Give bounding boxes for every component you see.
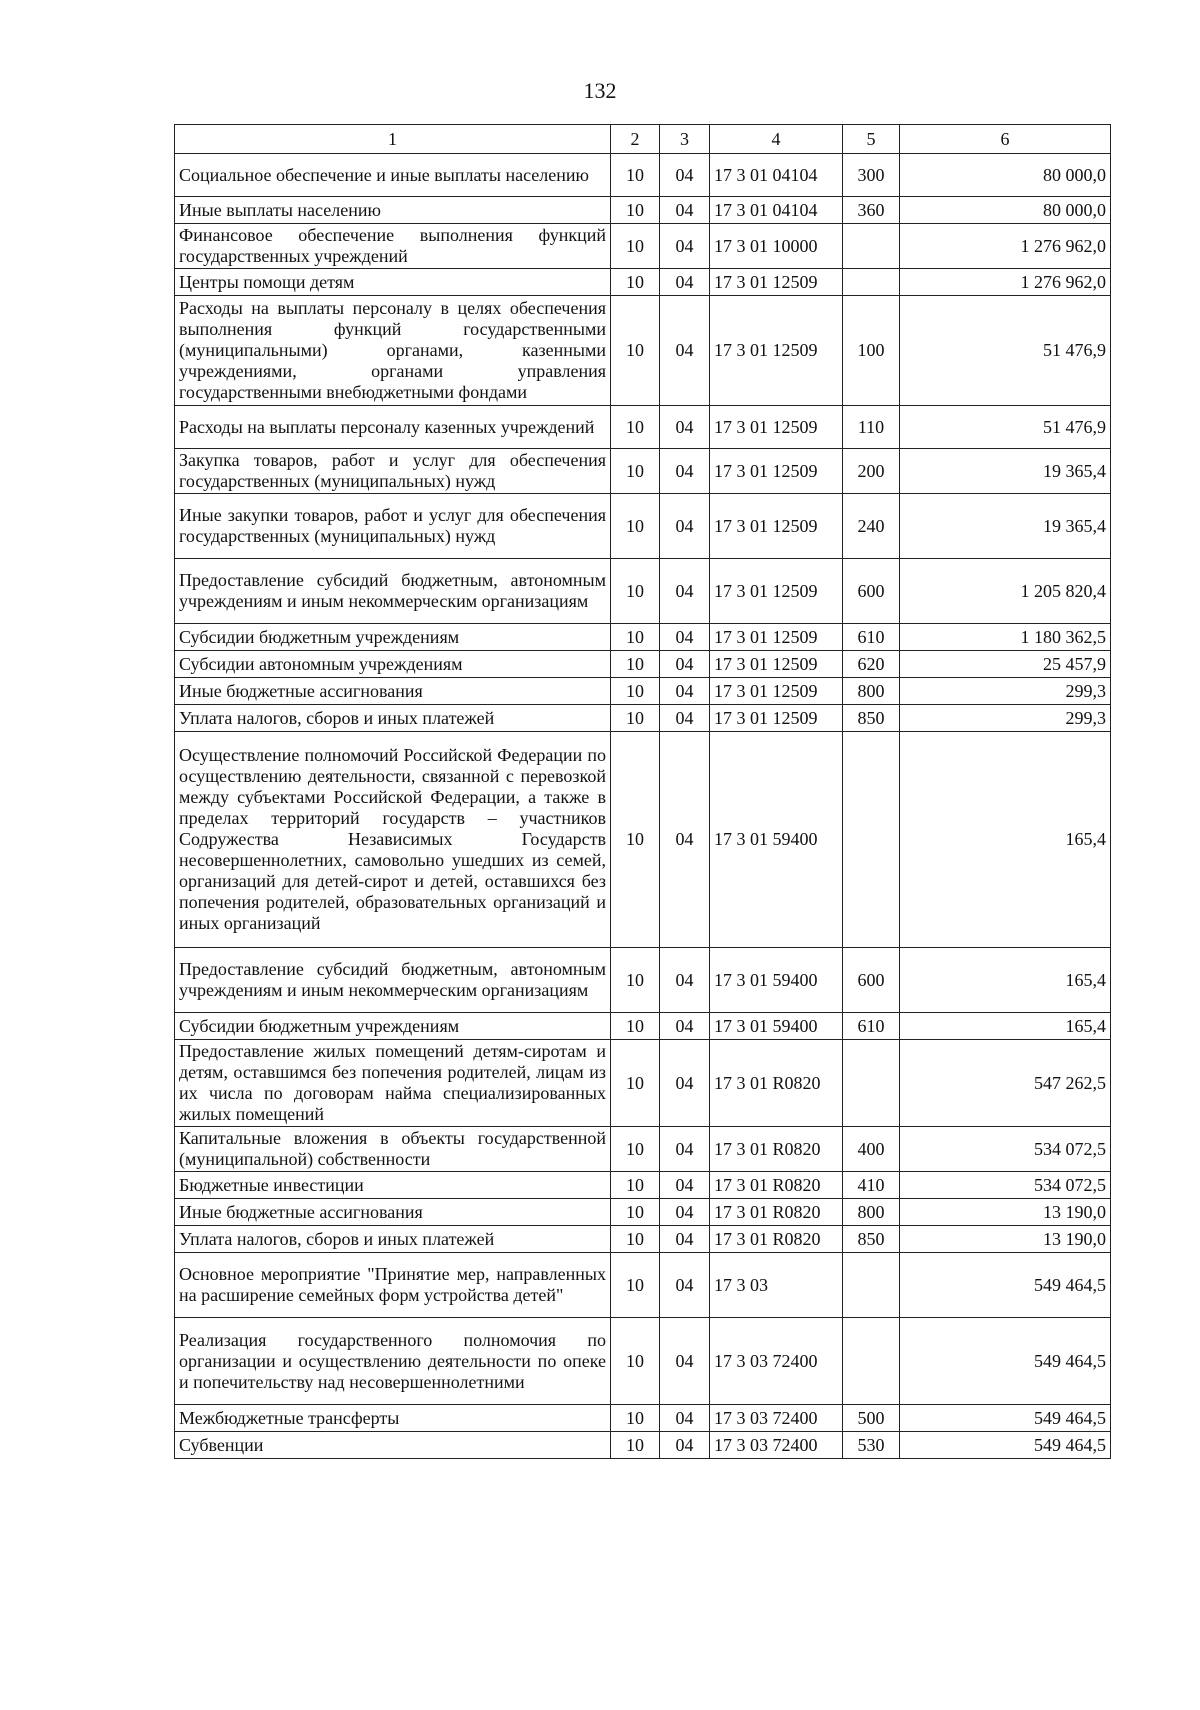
row-name-cell: Иные бюджетные ассигнования [175,678,611,705]
expense-type-cell: 610 [843,624,900,651]
section-cell: 10 [611,1013,660,1040]
amount-cell: 1 205 820,4 [900,559,1111,624]
target-article-cell: 17 3 01 04104 [710,154,843,197]
table-row [175,651,1111,678]
header-row [175,125,1111,154]
row-name-cell: Предоставление жилых помещений детям-сиротам и детям, оставшимся без попечения родителей, лицам из их числа по договорам найма специализированных жилых помещений [175,1040,611,1127]
table-row [175,406,1111,449]
table-row [175,1405,1111,1432]
row-name-cell: Межбюджетные трансферты [175,1405,611,1432]
target-article-cell: 17 3 01 R0820 [710,1199,843,1226]
expense-type-cell [843,224,900,269]
amount-cell: 165,4 [900,948,1111,1013]
table-row [175,1253,1111,1318]
row-name-cell: Субвенции [175,1432,611,1459]
expense-type-cell: 500 [843,1405,900,1432]
amount-cell: 534 072,5 [900,1172,1111,1199]
row-name-cell: Субсидии автономным учреждениям [175,651,611,678]
target-article-cell: 17 3 01 R0820 [710,1127,843,1172]
table-row [175,1013,1111,1040]
expense-type-cell: 850 [843,705,900,732]
expense-type-cell: 410 [843,1172,900,1199]
expense-type-cell: 530 [843,1432,900,1459]
target-article-cell: 17 3 03 [710,1253,843,1318]
section-cell: 10 [611,296,660,406]
subsection-cell: 04 [660,269,710,296]
amount-cell: 534 072,5 [900,1127,1111,1172]
expense-type-cell: 600 [843,948,900,1013]
subsection-cell: 04 [660,1432,710,1459]
subsection-cell: 04 [660,732,710,948]
target-article-cell: 17 3 01 12509 [710,678,843,705]
row-name-cell: Уплата налогов, сборов и иных платежей [175,1226,611,1253]
row-name-cell: Предоставление субсидий бюджетным, автономным учреждениям и иным некоммерческим организациям [175,948,611,1013]
amount-cell: 13 190,0 [900,1199,1111,1226]
table-row [175,154,1111,197]
table-row [175,948,1111,1013]
section-cell: 10 [611,1226,660,1253]
row-name-cell: Центры помощи детям [175,269,611,296]
amount-cell: 19 365,4 [900,494,1111,559]
target-article-cell: 17 3 01 R0820 [710,1172,843,1199]
expense-type-cell [843,732,900,948]
row-name-cell: Расходы на выплаты персоналу в целях обеспечения выполнения функций государственными (муниципальными) органами, казенными учреждениями, органами управления государственными внебюджетными фондами [175,296,611,406]
header-cell-1: 1 [175,125,611,154]
amount-cell: 547 262,5 [900,1040,1111,1127]
expense-type-cell: 110 [843,406,900,449]
section-cell: 10 [611,224,660,269]
amount-cell: 19 365,4 [900,449,1111,494]
row-name-cell: Закупка товаров, работ и услуг для обеспечения государственных (муниципальных) нужд [175,449,611,494]
amount-cell: 25 457,9 [900,651,1111,678]
table-row [175,1172,1111,1199]
section-cell: 10 [611,1199,660,1226]
table-row [175,1432,1111,1459]
subsection-cell: 04 [660,1405,710,1432]
amount-cell: 80 000,0 [900,154,1111,197]
table-row [175,224,1111,269]
section-cell: 10 [611,624,660,651]
amount-cell: 51 476,9 [900,406,1111,449]
expense-type-cell [843,1040,900,1127]
target-article-cell: 17 3 03 72400 [710,1432,843,1459]
subsection-cell: 04 [660,406,710,449]
subsection-cell: 04 [660,1172,710,1199]
row-name-cell: Иные выплаты населению [175,197,611,224]
row-name-cell: Основное мероприятие "Принятие мер, направленных на расширение семейных форм устройства детей" [175,1253,611,1318]
subsection-cell: 04 [660,197,710,224]
section-cell: 10 [611,1432,660,1459]
amount-cell: 1 276 962,0 [900,269,1111,296]
subsection-cell: 04 [660,494,710,559]
section-cell: 10 [611,494,660,559]
amount-cell: 549 464,5 [900,1318,1111,1405]
subsection-cell: 04 [660,705,710,732]
section-cell: 10 [611,1405,660,1432]
section-cell: 10 [611,1172,660,1199]
amount-cell: 165,4 [900,732,1111,948]
subsection-cell: 04 [660,651,710,678]
header-cell-2: 2 [611,125,660,154]
expense-type-cell [843,1318,900,1405]
target-article-cell: 17 3 01 59400 [710,1013,843,1040]
section-cell: 10 [611,559,660,624]
target-article-cell: 17 3 03 72400 [710,1318,843,1405]
amount-cell: 80 000,0 [900,197,1111,224]
subsection-cell: 04 [660,1253,710,1318]
row-name-cell: Реализация государственного полномочия по организации и осуществлению деятельности по опеке и попечительству над несовершеннолетними [175,1318,611,1405]
section-cell: 10 [611,1253,660,1318]
amount-cell: 165,4 [900,1013,1111,1040]
target-article-cell: 17 3 01 12509 [710,449,843,494]
section-cell: 10 [611,651,660,678]
section-cell: 10 [611,1127,660,1172]
section-cell: 10 [611,406,660,449]
subsection-cell: 04 [660,948,710,1013]
expense-type-cell: 240 [843,494,900,559]
target-article-cell: 17 3 01 12509 [710,624,843,651]
subsection-cell: 04 [660,449,710,494]
amount-cell: 51 476,9 [900,296,1111,406]
row-name-cell: Субсидии бюджетным учреждениям [175,1013,611,1040]
section-cell: 10 [611,678,660,705]
target-article-cell: 17 3 01 12509 [710,406,843,449]
subsection-cell: 04 [660,1199,710,1226]
row-name-cell: Бюджетные инвестиции [175,1172,611,1199]
subsection-cell: 04 [660,559,710,624]
row-name-cell: Предоставление субсидий бюджетным, автономным учреждениям и иным некоммерческим организациям [175,559,611,624]
subsection-cell: 04 [660,224,710,269]
expense-type-cell: 100 [843,296,900,406]
target-article-cell: 17 3 01 04104 [710,197,843,224]
target-article-cell: 17 3 01 12509 [710,269,843,296]
table-row [175,1199,1111,1226]
subsection-cell: 04 [660,678,710,705]
target-article-cell: 17 3 01 12509 [710,705,843,732]
section-cell: 10 [611,1318,660,1405]
subsection-cell: 04 [660,1013,710,1040]
section-cell: 10 [611,197,660,224]
expense-type-cell: 360 [843,197,900,224]
budget-table-body [175,125,1111,1459]
row-name-cell: Расходы на выплаты персоналу казенных учреждений [175,406,611,449]
amount-cell: 1 180 362,5 [900,624,1111,651]
amount-cell: 299,3 [900,705,1111,732]
expense-type-cell: 200 [843,449,900,494]
target-article-cell: 17 3 03 72400 [710,1405,843,1432]
header-cell-5: 5 [843,125,900,154]
amount-cell: 549 464,5 [900,1405,1111,1432]
row-name-cell: Финансовое обеспечение выполнения функций государственных учреждений [175,224,611,269]
section-cell: 10 [611,449,660,494]
table-row [175,1318,1111,1405]
subsection-cell: 04 [660,154,710,197]
target-article-cell: 17 3 01 12509 [710,494,843,559]
header-cell-3: 3 [660,125,710,154]
expense-type-cell: 800 [843,1199,900,1226]
expense-type-cell: 620 [843,651,900,678]
amount-cell: 13 190,0 [900,1226,1111,1253]
target-article-cell: 17 3 01 R0820 [710,1226,843,1253]
row-name-cell: Уплата налогов, сборов и иных платежей [175,705,611,732]
section-cell: 10 [611,732,660,948]
header-cell-6: 6 [900,125,1111,154]
amount-cell: 299,3 [900,678,1111,705]
budget-table [174,124,1111,1459]
subsection-cell: 04 [660,1318,710,1405]
table-row [175,1226,1111,1253]
subsection-cell: 04 [660,1040,710,1127]
table-row [175,559,1111,624]
section-cell: 10 [611,269,660,296]
table-row [175,269,1111,296]
table-row [175,678,1111,705]
table-row [175,494,1111,559]
expense-type-cell: 600 [843,559,900,624]
amount-cell: 549 464,5 [900,1432,1111,1459]
target-article-cell: 17 3 01 59400 [710,732,843,948]
target-article-cell: 17 3 01 12509 [710,296,843,406]
subsection-cell: 04 [660,1127,710,1172]
target-article-cell: 17 3 01 R0820 [710,1040,843,1127]
target-article-cell: 17 3 01 59400 [710,948,843,1013]
expense-type-cell: 400 [843,1127,900,1172]
section-cell: 10 [611,705,660,732]
section-cell: 10 [611,154,660,197]
subsection-cell: 04 [660,296,710,406]
row-name-cell: Иные закупки товаров, работ и услуг для обеспечения государственных (муниципальных) нужд [175,494,611,559]
row-name-cell: Капитальные вложения в объекты государственной (муниципальной) собственности [175,1127,611,1172]
row-name-cell: Социальное обеспечение и иные выплаты населению [175,154,611,197]
row-name-cell: Осуществление полномочий Российской Федерации по осуществлению деятельности, связанной с перевозкой между субъектами Российской Федерации, а также в пределах территорий государств – участников Содружества Независимых Государств несовершеннолетних, самовольно ушедших из семей, организаций для детей-сирот и детей, оставшихся без попечения родителей, образовательных организаций и иных организаций [175,732,611,948]
expense-type-cell [843,269,900,296]
table-row [175,449,1111,494]
expense-type-cell: 850 [843,1226,900,1253]
page-number: 132 [583,78,617,103]
subsection-cell: 04 [660,624,710,651]
target-article-cell: 17 3 01 12509 [710,651,843,678]
table-row [175,296,1111,406]
amount-cell: 1 276 962,0 [900,224,1111,269]
subsection-cell: 04 [660,1226,710,1253]
target-article-cell: 17 3 01 12509 [710,559,843,624]
table-row [175,197,1111,224]
table-row [175,732,1111,948]
table-row [175,624,1111,651]
section-cell: 10 [611,948,660,1013]
expense-type-cell [843,1253,900,1318]
expense-type-cell: 300 [843,154,900,197]
table-row [175,1040,1111,1127]
header-cell-4: 4 [710,125,843,154]
target-article-cell: 17 3 01 10000 [710,224,843,269]
expense-type-cell: 800 [843,678,900,705]
row-name-cell: Иные бюджетные ассигнования [175,1199,611,1226]
table-row [175,705,1111,732]
section-cell: 10 [611,1040,660,1127]
row-name-cell: Субсидии бюджетным учреждениям [175,624,611,651]
amount-cell: 549 464,5 [900,1253,1111,1318]
table-row [175,1127,1111,1172]
expense-type-cell: 610 [843,1013,900,1040]
